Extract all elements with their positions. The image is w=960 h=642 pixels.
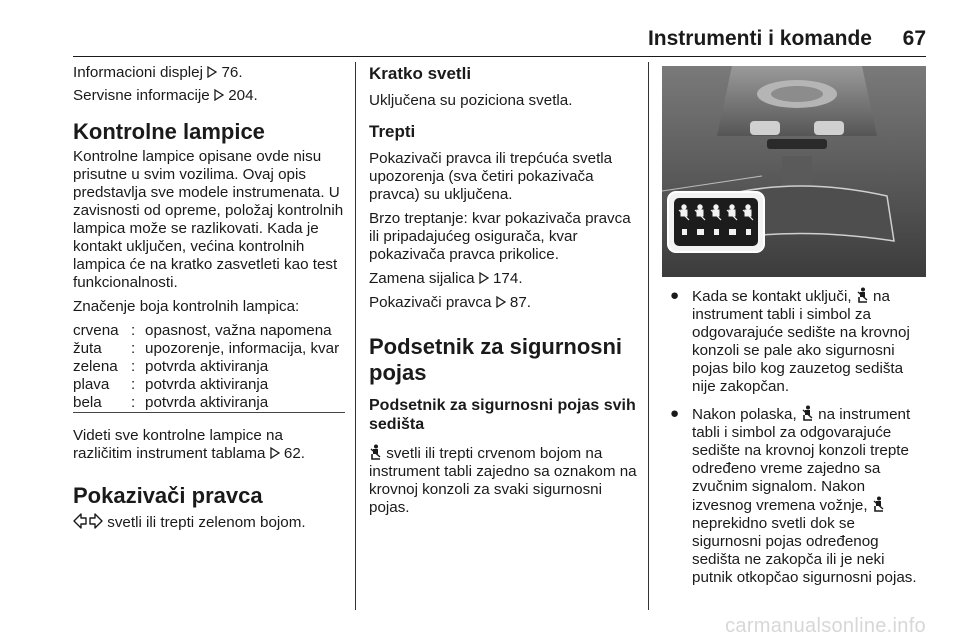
watermark: carmanualsonline.info	[725, 615, 926, 637]
list-item	[662, 287, 928, 396]
color-meaning: potvrda aktiviranja	[145, 376, 269, 393]
paragraph	[369, 444, 637, 517]
paragraph: Pokazivači pravca ili trepćuća svetla upozorenja (sva četiri pokazivača pravca) su uključena.	[369, 150, 613, 203]
list-text: Kada se kontakt uključi,	[692, 288, 852, 305]
paragraph-text: Videti sve kontrolne lampice na različitim instrument tablama	[73, 427, 283, 462]
reference-arrow-icon	[214, 89, 224, 101]
cross-reference[interactable]	[73, 64, 345, 82]
ref-page: 87.	[509, 294, 531, 311]
color-name: žuta	[73, 340, 102, 357]
list-item	[662, 405, 928, 587]
color-name: zelena	[73, 358, 118, 375]
color-meaning: opasnost, važna napomena	[145, 322, 332, 339]
list-text: na instrument tabli i simbol za odgovarajuće sedište na krovnoj konzoli trepte određeno vreme zajedno sa zvučnim signalom. Nakon izvesnog vremena vožnje,	[692, 406, 911, 514]
reference-arrow-icon	[479, 272, 489, 284]
ref-page: 174.	[492, 270, 523, 287]
list-text: na instrument tabli i simbol za odgovarajuće sedište na krovnoj konzoli se pale ako sigurnosni pojas bilo kog zauzetog sedišta nije zakopčan.	[692, 288, 910, 395]
subsection-heading: Podsetnik za sigurnosni pojas svih sedišta	[369, 397, 636, 433]
column-divider-1	[355, 62, 356, 610]
cross-reference[interactable]	[369, 294, 637, 312]
column-3	[662, 62, 928, 587]
table-row	[73, 322, 345, 340]
ref-page: 204.	[228, 87, 258, 104]
paragraph: Značenje boja kontrolnih lampica:	[73, 298, 300, 315]
paragraph-text: svetli ili trepti crvenom bojom na instrument tabli zajedno sa oznakom na krovnoj konzoli za svaki sigurnosni pojas.	[369, 445, 637, 516]
paragraph-text: svetli ili trepti zelenom bojom.	[107, 514, 306, 531]
reference-arrow-icon	[496, 296, 506, 308]
separator: :	[131, 394, 145, 413]
ref-page: 62.	[283, 445, 306, 462]
subsection-heading: Kratko svetli	[369, 64, 472, 83]
separator: :	[131, 376, 136, 393]
color-meaning: upozorenje, informacija, kvar	[145, 340, 340, 357]
seatbelt-warning-icon	[872, 496, 885, 512]
header-title: Instrumenti i komande	[647, 27, 872, 50]
bullet: ●	[670, 287, 680, 304]
ref-label: Pokazivači pravca	[369, 294, 492, 311]
paragraph: Kontrolne lampice opisane ovde nisu prisutne u svim vozilima. Ovaj opis predstavlja sve modele instrumenata. U zavisnosti od opreme, položaj kontrolnih lampica može se razlikovati. Kada je kontakt uključen, većina kontrolnih lampica će na kratko zasvetleti kao test funkcionalnosti.	[73, 148, 344, 291]
bullet: ●	[670, 405, 680, 422]
separator: :	[131, 340, 136, 357]
table-row	[73, 394, 345, 413]
color-meaning: potvrda aktiviranja	[145, 394, 345, 413]
seatbelt-warning-icon	[801, 405, 814, 421]
color-name: plava	[73, 376, 110, 393]
header-divider	[73, 56, 926, 57]
paragraph: Uključena su poziciona svetla.	[369, 92, 573, 109]
seatbelt-warning-icon	[856, 287, 869, 303]
ref-label: Zamena sijalica	[369, 270, 475, 287]
cross-reference[interactable]	[73, 87, 345, 105]
color-name: crvena	[73, 322, 119, 339]
section-heading: Podsetnik za sigurnosni pojas	[369, 334, 623, 385]
roof-console-illustration	[662, 66, 926, 277]
section-heading: Pokazivači pravca	[73, 483, 263, 508]
roof-console-photo	[662, 66, 926, 277]
paragraph	[73, 513, 345, 532]
cross-reference[interactable]	[369, 270, 637, 288]
page-header	[0, 0, 960, 58]
color-name: bela	[73, 394, 131, 413]
paragraph: Brzo treptanje: kvar pokazivača pravca ili pripadajućeg osigurača, kvar pokazivača pravca prikolice.	[369, 210, 631, 263]
subsection-heading: Trepti	[369, 122, 416, 141]
table-row	[73, 376, 345, 394]
separator: :	[131, 358, 136, 375]
turn-signal-arrows-icon	[73, 513, 103, 529]
list-text: neprekidno svetli dok se sigurnosni pojas određenog sedišta ne zakopča ili je neki putnik otkopčao sigurnosni pojas.	[692, 515, 917, 586]
table-row	[73, 340, 345, 358]
seatbelt-warning-icon	[369, 444, 382, 460]
separator: :	[131, 322, 136, 339]
color-meaning: potvrda aktiviranja	[145, 358, 269, 375]
table-row	[73, 358, 345, 376]
reference-arrow-icon	[270, 447, 280, 459]
paragraph	[73, 427, 345, 463]
color-meaning-table	[73, 322, 345, 413]
reference-arrow-icon	[207, 66, 217, 78]
list-text: Nakon polaska,	[692, 406, 797, 423]
column-divider-2	[648, 62, 649, 610]
bullet-list	[662, 287, 928, 587]
column-1	[73, 62, 345, 532]
ref-label: Servisne informacije	[73, 87, 210, 104]
section-heading: Kontrolne lampice	[73, 119, 265, 144]
page-number: 67	[902, 27, 926, 50]
column-2	[369, 62, 637, 517]
ref-page: 76.	[221, 64, 243, 81]
ref-label: Informacioni displej	[73, 64, 203, 81]
